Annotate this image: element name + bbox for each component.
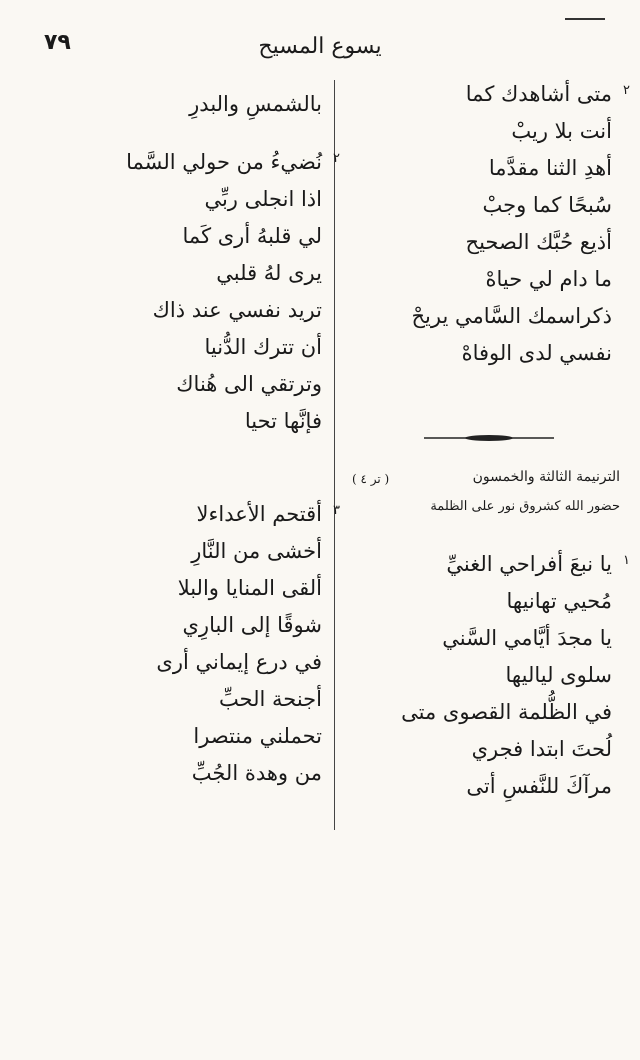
verse-line: لُحتَ ابتدا فجري [471, 737, 612, 761]
stanza-number: ٢ [333, 151, 340, 166]
column-divider [334, 80, 335, 830]
verse-line: ٢ متى أشاهدك كما [350, 76, 612, 113]
verse-line: اذا انجلى ربِّي [204, 187, 322, 211]
verse-line: ٢ نُضيءُ من حولي السَّما [80, 144, 322, 181]
running-head: يسوع المسيح [258, 34, 382, 59]
right-column-stanza-a [350, 76, 630, 372]
verse-line: أذيع حُبَّك الصحيح [465, 230, 612, 254]
left-column-stanza-b [80, 144, 340, 440]
verse-line: أهدِ الثنا مقدَّما [488, 156, 612, 180]
verse-line: شوقًا إلى البارِي [182, 613, 322, 637]
top-rule-mark [565, 18, 605, 20]
verse-line: ٣ أقتحم الأعداءلا [80, 496, 322, 533]
page-number: ٧٩ [44, 30, 71, 55]
tune-reference: ( تر ٤ ) [352, 472, 390, 486]
verse-line: أخشى من النَّارِ [191, 539, 322, 563]
verse-line: تريد نفسي عند ذاك [152, 298, 322, 322]
verse-line: سُبحًا كما وجبْ [482, 193, 612, 217]
verse-line: سلوى لياليها [505, 663, 612, 687]
stanza-number: ٢ [623, 83, 630, 98]
left-column-stanza-c [80, 496, 340, 792]
verse-line: بالشمسِ والبدرِ [189, 92, 322, 116]
verse-line: يرى لهُ قلبي [216, 261, 322, 285]
verse-line: نفسي لدى الوفاهْ [461, 341, 612, 365]
verse-line: مرآكَ للنَّفسِ أتى [466, 774, 612, 798]
verse-line: ما دام لي حياهْ [485, 267, 612, 291]
verse-line: لي قلبهُ أرى كَما [182, 224, 322, 248]
verse-line: من وهدة الجُبِّ [191, 761, 322, 785]
right-column-stanza-b [350, 546, 630, 805]
stanza-number: ٣ [333, 503, 340, 518]
verse-line: في درع إيماني أرى [156, 650, 322, 674]
verse-line: أنت بلا ريبْ [511, 119, 612, 143]
left-column-stanza-a [80, 86, 322, 123]
verse-line: أجنحة الحبِّ [218, 687, 322, 711]
ornament-divider [424, 434, 554, 442]
verse-line: أن تترك الدُّنيا [204, 335, 322, 359]
stanza-number: ١ [623, 553, 630, 568]
verse-line: فإنَّها تحيا [244, 409, 322, 433]
verse-line: وترتقي الى هُناك [176, 372, 322, 396]
verse-line: في الظُّلمة القصوى متى [401, 700, 612, 724]
verse-line: ألقى المنايا والبلا [177, 576, 322, 600]
hymn-subtitle: حضور الله كشروق نور على الظلمة [430, 499, 620, 514]
verse-line: يا مجدَ أيَّامي السَّني [442, 626, 612, 650]
verse-line: تحملني منتصرا [193, 724, 322, 748]
verse-line: مُحيي تهانيها [506, 589, 612, 613]
verse-line: ١ يا نبعَ أفراحي الغنيِّ [350, 546, 612, 583]
verse-line: ذكراسمك السَّامي يريحْ [411, 304, 612, 328]
hymn-title: الترنيمة الثالثة والخمسون [472, 469, 620, 485]
